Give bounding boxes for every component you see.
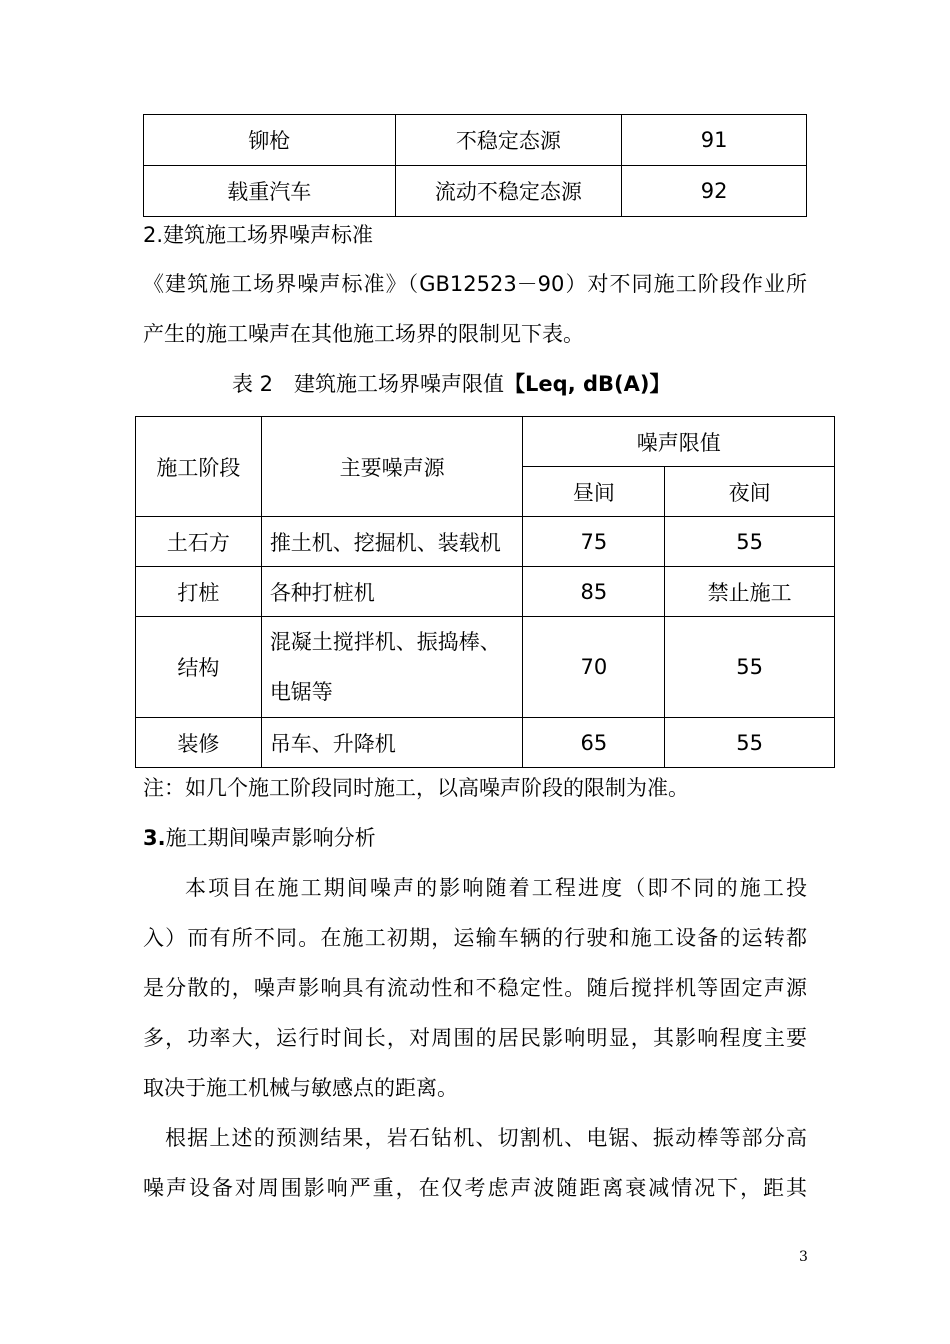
section-3-number: 3. (143, 826, 166, 850)
header-day: 昼间 (523, 467, 665, 517)
cell-source: 吊车、升降机 (261, 718, 523, 768)
cell-day: 75 (523, 517, 665, 567)
table-cell: 91 (622, 115, 807, 166)
paragraph-1-line: 入）而有所不同。在施工初期，运输车辆的行驶和施工设备的运转都 (143, 926, 807, 950)
intro-line-1: 《建筑施工场界噪声标准》（GB12523－90）对不同施工阶段作业所 (143, 272, 807, 296)
cell-night: 禁止施工 (665, 567, 835, 617)
cell-day: 85 (523, 567, 665, 617)
table-row (136, 567, 835, 617)
section-3-heading (143, 823, 807, 853)
cell-night: 55 (665, 617, 835, 718)
paragraph-1-line: 多，功率大，运行时间长，对周围的居民影响明显，其影响程度主要 (143, 1026, 807, 1050)
paragraph-2-line: 根据上述的预测结果，岩石钻机、切割机、电锯、振动棒等部分高 (165, 1126, 807, 1150)
cell-day: 70 (523, 617, 665, 718)
paragraph-1-line: 取决于施工机械与敏感点的距离。 (143, 1076, 458, 1100)
header-limit: 噪声限值 (523, 417, 835, 467)
paragraph-2-line: 噪声设备对周围影响严重，在仅考虑声波随距离衰减情况下，距其 (143, 1176, 807, 1200)
table-2-caption-unit: 【Leq, dB(A)】 (504, 372, 671, 396)
cell-source-line: 混凝土搅拌机、振捣棒、 (269, 630, 501, 654)
noise-source-table-continued (143, 114, 807, 217)
cell-night: 55 (665, 718, 835, 768)
header-stage: 施工阶段 (136, 417, 262, 517)
cell-night: 55 (665, 517, 835, 567)
table-cell: 不稳定态源 (395, 115, 622, 166)
table-cell: 流动不稳定态源 (395, 166, 622, 217)
noise-limit-table (135, 416, 835, 768)
table-row (144, 166, 807, 217)
section-2-heading: 2.建筑施工场界噪声标准 (143, 223, 374, 247)
cell-stage: 土石方 (136, 517, 262, 567)
header-source: 主要噪声源 (261, 417, 523, 517)
paragraph-1-line: 是分散的，噪声影响具有流动性和不稳定性。随后搅拌机等固定声源 (143, 976, 807, 1000)
paragraph-1-line: 本项目在施工期间噪声的影响随着工程进度（即不同的施工投 (185, 876, 807, 900)
cell-source: 推土机、挖掘机、装载机 (261, 517, 523, 567)
page-number: 3 (799, 1249, 808, 1265)
table-header-row (136, 417, 835, 467)
header-night: 夜间 (665, 467, 835, 517)
cell-source (261, 617, 523, 718)
cell-stage: 装修 (136, 718, 262, 768)
table-2-caption (232, 369, 732, 399)
table-note: 注：如几个施工阶段同时施工，以高噪声阶段的限制为准。 (143, 776, 689, 800)
table-row (136, 718, 835, 768)
cell-source: 各种打桩机 (261, 567, 523, 617)
table-row (144, 115, 807, 166)
cell-stage: 打桩 (136, 567, 262, 617)
table-cell: 载重汽车 (144, 166, 396, 217)
cell-source-line: 电锯等 (269, 680, 333, 704)
table-cell: 92 (622, 166, 807, 217)
table-cell: 铆枪 (144, 115, 396, 166)
cell-day: 65 (523, 718, 665, 768)
cell-stage: 结构 (136, 617, 262, 718)
table-2-caption-text: 表 2 建筑施工场界噪声限值 (232, 372, 505, 396)
table-row (136, 617, 835, 718)
table-row (136, 517, 835, 567)
section-3-title: 施工期间噪声影响分析 (165, 826, 376, 850)
intro-line-2: 产生的施工噪声在其他施工场界的限制见下表。 (143, 322, 584, 346)
